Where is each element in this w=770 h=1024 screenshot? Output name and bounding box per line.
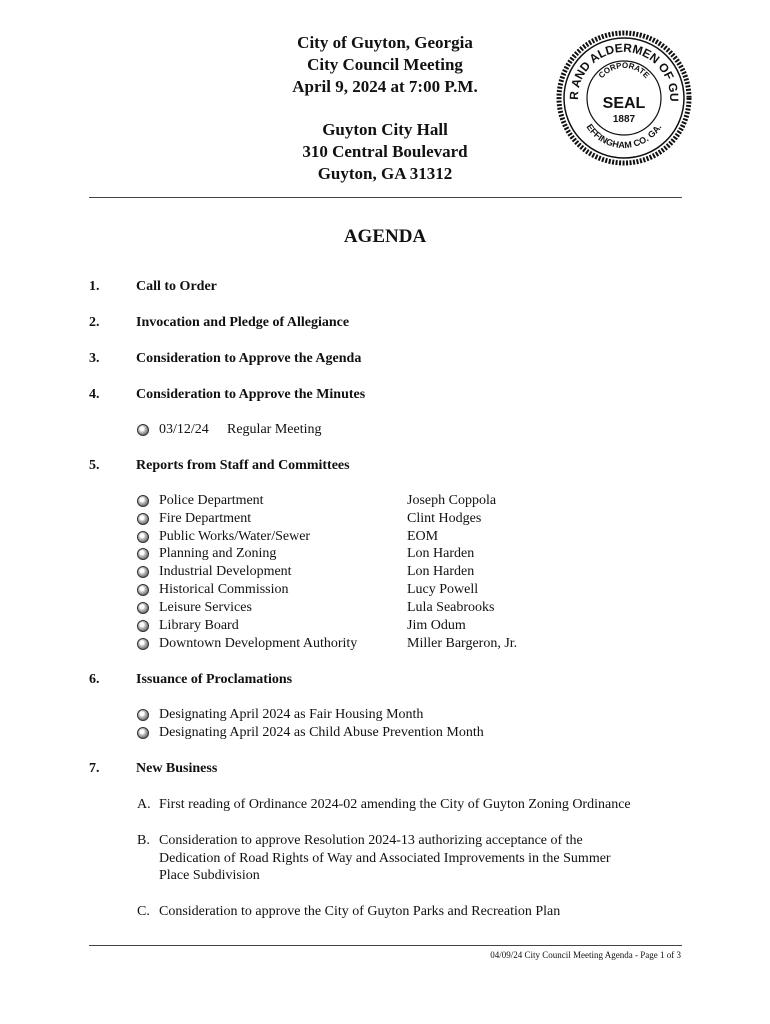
report-department: Downtown Development Authority xyxy=(159,636,358,651)
bullet-icon xyxy=(137,584,149,596)
proclamation: Designating April 2024 as Child Abuse Prevention Month xyxy=(159,725,484,740)
item-number: 4. xyxy=(89,387,100,402)
business-letter: A. xyxy=(137,797,151,812)
report-person: Clint Hodges xyxy=(407,511,482,526)
item-number: 1. xyxy=(89,279,100,294)
bullet-icon xyxy=(137,495,149,507)
report-department: Leisure Services xyxy=(159,600,252,615)
business-text: Consideration to approve the City of Guyton Parks and Recreation Plan xyxy=(159,904,561,919)
bullet-icon xyxy=(137,620,149,632)
item-number: 3. xyxy=(89,351,100,366)
venue-name: Guyton City Hall xyxy=(322,120,448,139)
business-letter: C. xyxy=(137,904,150,919)
proclamation: Designating April 2024 as Fair Housing Month xyxy=(159,707,424,722)
item-number: 6. xyxy=(89,672,100,687)
report-department: Industrial Development xyxy=(159,564,292,579)
business-letter: B. xyxy=(137,833,150,848)
report-department: Planning and Zoning xyxy=(159,546,277,561)
item-number: 5. xyxy=(89,458,100,473)
bullet-icon xyxy=(137,727,149,739)
business-text: First reading of Ordinance 2024-02 amending the City of Guyton Zoning Ordinance xyxy=(159,797,631,812)
item-title: Consideration to Approve the Agenda xyxy=(136,351,362,366)
business-text: Dedication of Road Rights of Way and Associated Improvements in the Summer xyxy=(159,851,611,866)
minutes-date: 03/12/24 xyxy=(159,422,209,437)
bullet-icon xyxy=(137,548,149,560)
bullet-icon xyxy=(137,638,149,650)
header-divider xyxy=(89,197,682,198)
city-name: City of Guyton, Georgia xyxy=(297,33,473,52)
bullet-icon xyxy=(137,602,149,614)
bullet-icon xyxy=(137,424,149,436)
item-title: Reports from Staff and Committees xyxy=(136,458,350,473)
bullet-icon xyxy=(137,566,149,578)
page-footer: 04/09/24 City Council Meeting Agenda - Page 1 of 3 xyxy=(490,950,681,960)
seal-county-text: EFFINGHAM CO. GA. xyxy=(584,122,664,151)
report-department: Historical Commission xyxy=(159,582,289,597)
minutes-type: Regular Meeting xyxy=(227,422,322,437)
venue-city-state-zip: Guyton, GA 31312 xyxy=(317,164,453,183)
report-person: Miller Bargeron, Jr. xyxy=(407,636,518,651)
item-title: Issuance of Proclamations xyxy=(136,672,293,687)
bullet-icon xyxy=(137,513,149,525)
item-number: 7. xyxy=(89,761,100,776)
venue-street: 310 Central Boulevard xyxy=(302,142,468,161)
item-title: Call to Order xyxy=(136,279,217,294)
report-person: Lon Harden xyxy=(407,564,475,579)
report-person: Lula Seabrooks xyxy=(407,600,495,615)
bullet-icon xyxy=(137,531,149,543)
meeting-datetime: April 9, 2024 at 7:00 P.M. xyxy=(292,77,478,96)
seal-word: SEAL xyxy=(602,95,646,112)
meeting-header xyxy=(185,32,585,185)
city-seal xyxy=(556,30,692,166)
report-department: Fire Department xyxy=(159,511,252,526)
bullet-icon xyxy=(137,709,149,721)
meeting-name: City Council Meeting xyxy=(307,55,463,74)
report-person: Jim Odum xyxy=(407,618,466,633)
report-department: Library Board xyxy=(159,618,239,633)
seal-year: 1887 xyxy=(612,114,636,125)
report-department: Public Works/Water/Sewer xyxy=(159,529,311,544)
report-person: Lon Harden xyxy=(407,546,475,561)
report-person: Lucy Powell xyxy=(407,582,479,597)
footer-divider xyxy=(89,945,682,946)
report-department: Police Department xyxy=(159,493,264,508)
report-person: Joseph Coppola xyxy=(407,493,497,508)
item-title: Invocation and Pledge of Allegiance xyxy=(136,315,350,330)
item-title: New Business xyxy=(136,761,218,776)
agenda-title: AGENDA xyxy=(343,226,427,247)
business-text: Place Subdivision xyxy=(159,868,260,883)
business-text: Consideration to approve Resolution 2024-13 authorizing acceptance of the xyxy=(159,833,583,848)
item-title: Consideration to Approve the Minutes xyxy=(136,387,366,402)
seal-ring-text: R AND ALDERMEN OF GU xyxy=(566,40,682,102)
item-number: 2. xyxy=(89,315,100,330)
seal-corporate-text: CORPORATE xyxy=(596,60,652,80)
report-person: EOM xyxy=(407,529,439,544)
